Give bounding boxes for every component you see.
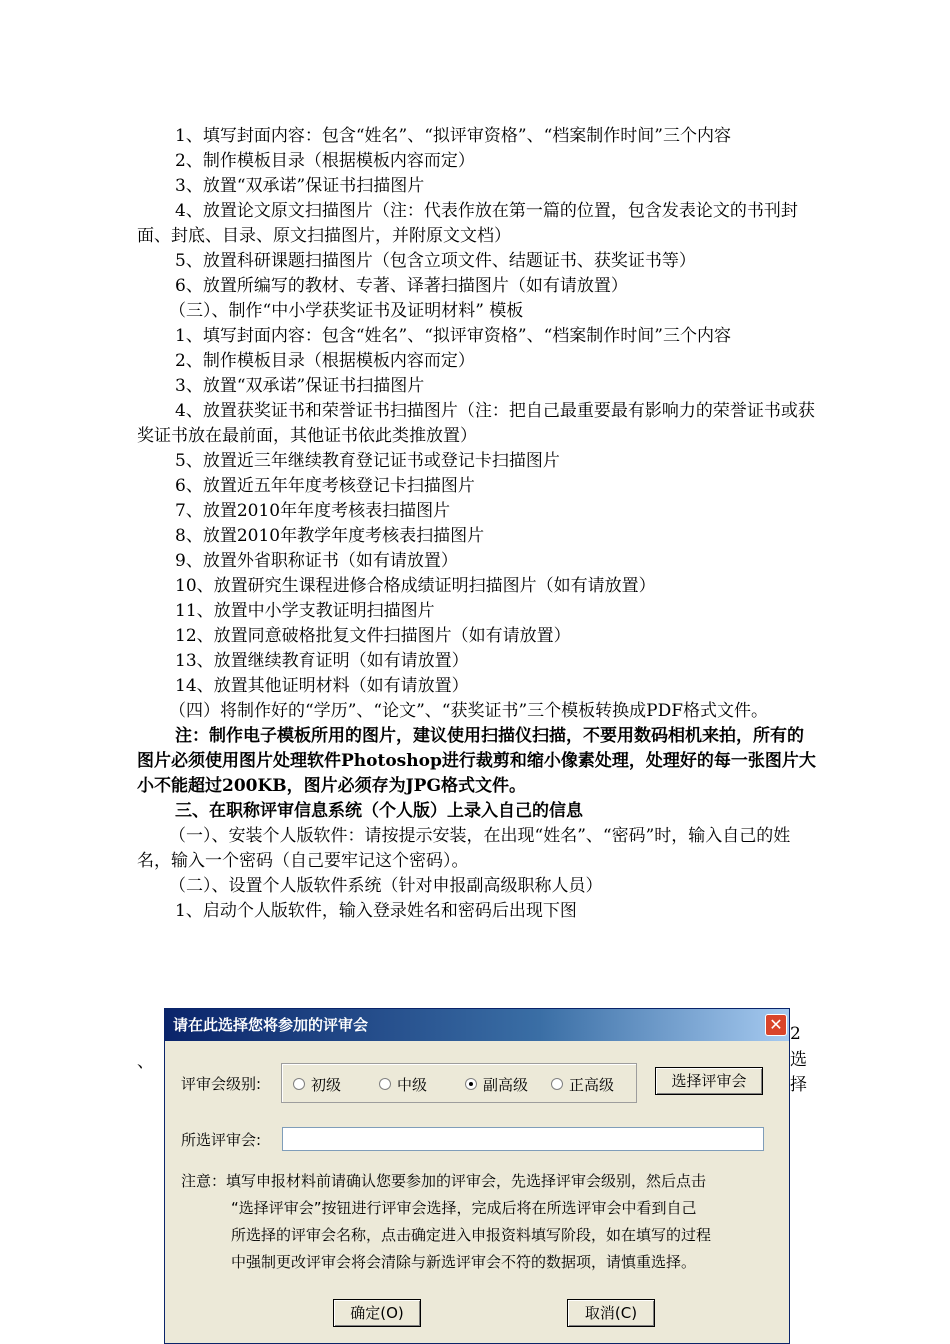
radio-icon (379, 1078, 391, 1090)
radio-intermediate[interactable]: 中级 (379, 1075, 427, 1093)
note-line: 所选择的评审会名称，点击确定进入申报资料填写阶段，如在填写的过程 (231, 1226, 712, 1244)
paragraph: 4、放置获奖证书和荣誉证书扫描图片（注：把自己最重要最有影响力的荣誉证书或获奖证书放在最前面，其他证书依此类推放置） (137, 401, 815, 446)
text-fragment-word: 选 (790, 1050, 807, 1070)
selected-committee-label: 所选评审会: (181, 1131, 262, 1149)
paragraph: 1、填写封面内容：包含“姓名”、“拟评审资格”、“档案制作时间”三个内容 (175, 126, 731, 146)
section-heading: 三、在职称评审信息系统（个人版）上录入自己的信息 (175, 801, 583, 821)
paragraph: 2、制作模板目录（根据模板内容而定） (175, 351, 475, 371)
paragraph: 11、放置中小学支教证明扫描图片 (175, 601, 435, 621)
dialog-title: 请在此选择您将参加的评审会 (165, 1009, 789, 1041)
close-icon[interactable]: ✕ (765, 1014, 787, 1036)
paragraph: 12、放置同意破格批复文件扫描图片（如有请放置） (175, 626, 571, 646)
ok-button[interactable]: 确定(O) (333, 1299, 421, 1327)
select-review-committee-dialog (164, 1008, 790, 1344)
choose-committee-button[interactable]: 选择评审会 (655, 1067, 763, 1095)
paragraph: 6、放置近五年年度考核登记卡扫描图片 (175, 476, 475, 496)
section-heading: （三）、制作“中小学获奖证书及证明材料” 模板 (169, 301, 524, 321)
note-line: 注意：填写申报材料前请确认您要参加的评审会，先选择评审会级别，然后点击 (181, 1172, 707, 1190)
paragraph: 8、放置2010年教学年度考核表扫描图片 (175, 526, 485, 546)
paragraph: 10、放置研究生课程进修合格成绩证明扫描图片（如有请放置） (175, 576, 656, 596)
paragraph: 5、放置近三年继续教育登记证书或登记卡扫描图片 (175, 451, 560, 471)
text-fragment-word: 择 (790, 1075, 807, 1095)
text-fragment-comma: 、 (137, 1052, 154, 1072)
paragraph: （一）、安装个人版软件：请按提示安装，在出现“姓名”、“密码”时，输入自己的姓名，输入一个密码（自己要牢记这个密码）。 (137, 826, 791, 871)
paragraph: 14、放置其他证明材料（如有请放置） (175, 676, 469, 696)
selected-committee-field[interactable] (282, 1127, 764, 1151)
radio-associate-senior[interactable]: 副高级 (465, 1075, 528, 1093)
paragraph: 5、放置科研课题扫描图片（包含立项文件、结题证书、获奖证书等） (175, 251, 696, 271)
note-paragraph: 注：制作电子模板所用的图片，建议使用扫描仪扫描，不要用数码相机来拍，所有的图片必须使用图片处理软件Photoshop进行裁剪和缩小像素处理，处理好的每一张图片大小不能超过200KB，图片必须存为JPG格式文件。 (137, 726, 816, 796)
paragraph: 13、放置继续教育证明（如有请放置） (175, 651, 469, 671)
paragraph: 1、启动个人版软件，输入登录姓名和密码后出现下图 (175, 901, 577, 921)
cancel-button[interactable]: 取消(C) (567, 1299, 655, 1327)
paragraph: （四）将制作好的“学历”、“论文”、“获奖证书”三个模板转换成PDF格式文件。 (169, 701, 769, 721)
note-line: “选择评审会”按钮进行评审会选择，完成后将在所选评审会中看到自己 (231, 1199, 697, 1217)
paragraph: （二）、设置个人版软件系统（针对申报副高级职称人员） (169, 876, 603, 896)
paragraph: 6、放置所编写的教材、专著、译著扫描图片（如有请放置） (175, 276, 628, 296)
paragraph: 2、制作模板目录（根据模板内容而定） (175, 151, 475, 171)
paragraph: 7、放置2010年年度考核表扫描图片 (175, 501, 451, 521)
radio-senior[interactable]: 正高级 (551, 1075, 614, 1093)
paragraph: 4、放置论文原文扫描图片（注：代表作放在第一篇的位置，包含发表论文的书刊封面、封底、目录、原文扫描图片，并附原文文档） (137, 201, 798, 246)
level-label: 评审会级别: (181, 1075, 262, 1093)
note-line: 中强制更改评审会将会清除与新选评审会不符的数据项，请慎重选择。 (231, 1253, 697, 1271)
radio-icon (551, 1078, 563, 1090)
radio-junior[interactable]: 初级 (293, 1075, 341, 1093)
document-body (137, 124, 819, 924)
paragraph: 9、放置外省职称证书（如有请放置） (175, 551, 458, 571)
radio-icon (293, 1078, 305, 1090)
paragraph: 3、放置“双承诺”保证书扫描图片 (175, 376, 425, 396)
text-fragment-number: 2 (790, 1024, 801, 1044)
paragraph: 3、放置“双承诺”保证书扫描图片 (175, 176, 425, 196)
radio-selected-icon (465, 1078, 477, 1090)
paragraph: 1、填写封面内容：包含“姓名”、“拟评审资格”、“档案制作时间”三个内容 (175, 326, 731, 346)
